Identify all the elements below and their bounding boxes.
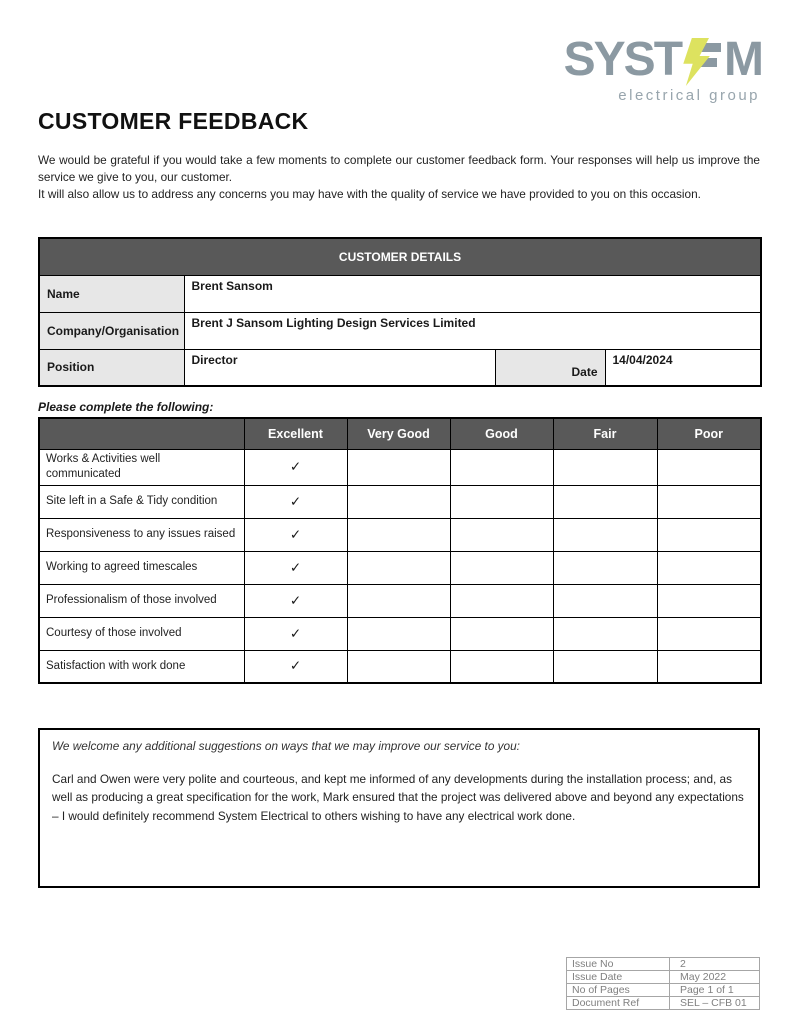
table-row <box>567 958 760 971</box>
rating-cell <box>657 485 761 518</box>
ratings-header-row <box>39 418 761 449</box>
column-header-poor: Poor <box>657 418 761 449</box>
table-row <box>39 275 761 312</box>
rating-row-label: Working to agreed timescales <box>39 551 244 584</box>
document-ref-label: Document Ref <box>567 997 670 1010</box>
no-of-pages-label: No of Pages <box>567 984 670 997</box>
rating-cell <box>553 518 657 551</box>
table-row <box>39 349 761 386</box>
rating-cell <box>657 584 761 617</box>
bolt-glyph <box>682 38 712 86</box>
rating-row-label: Courtesy of those involved <box>39 617 244 650</box>
ratings-table <box>38 417 762 684</box>
table-row <box>39 485 761 518</box>
rating-cell <box>553 485 657 518</box>
logo-text-right: M <box>724 33 762 86</box>
ratings-prompt: Please complete the following: <box>38 400 214 414</box>
ratings-header-blank <box>39 418 244 449</box>
rating-row-label: Responsiveness to any issues raised <box>39 518 244 551</box>
rating-cell <box>553 584 657 617</box>
checkmark-cell: ✓ <box>244 551 347 584</box>
issue-date-value: May 2022 <box>670 971 760 984</box>
lightning-bolt-icon <box>685 36 721 86</box>
rating-cell <box>450 551 553 584</box>
rating-cell <box>450 617 553 650</box>
suggestions-prompt: We welcome any additional suggestions on ways that we may improve our service to you: <box>52 739 520 753</box>
checkmark-cell: ✓ <box>244 584 347 617</box>
checkmark-cell: ✓ <box>244 617 347 650</box>
rating-cell <box>657 617 761 650</box>
rating-cell <box>347 650 450 683</box>
table-row <box>39 584 761 617</box>
suggestions-text: Carl and Owen were very polite and courteous, and kept me informed of any developments during the installation process; and, as well as producing a great specification for the work, Mark ensured that the project was delivered above and beyond any expectations – I would definitely recommend System Electrical to others wishing to have any electrical work done. <box>52 772 744 823</box>
rating-cell <box>450 584 553 617</box>
checkmark-cell: ✓ <box>244 449 347 485</box>
issue-no-value: 2 <box>670 958 760 971</box>
rating-cell <box>553 449 657 485</box>
table-row <box>39 238 761 275</box>
table-row <box>39 617 761 650</box>
position-label: Position <box>39 349 184 386</box>
column-header-fair: Fair <box>553 418 657 449</box>
rating-row-label: Works & Activities well communicated <box>39 449 244 485</box>
checkmark-cell: ✓ <box>244 518 347 551</box>
rating-row-label: Professionalism of those involved <box>39 584 244 617</box>
rating-cell <box>347 518 450 551</box>
table-row <box>567 984 760 997</box>
rating-cell <box>553 551 657 584</box>
table-row <box>39 650 761 683</box>
page-title: CUSTOMER FEEDBACK <box>38 108 309 134</box>
issue-date-label: Issue Date <box>567 971 670 984</box>
rating-cell <box>553 617 657 650</box>
rating-cell <box>657 518 761 551</box>
checkmark-cell: ✓ <box>244 650 347 683</box>
issue-no-label: Issue No <box>567 958 670 971</box>
column-header-very-good: Very Good <box>347 418 450 449</box>
column-header-excellent: Excellent <box>244 418 347 449</box>
rating-cell <box>450 449 553 485</box>
intro-paragraph-1: We would be grateful if you would take a few moments to complete our customer feedback form. Your responses will help us improve the service we give to you, our customer. <box>38 153 760 185</box>
logo-tagline: electrical group <box>618 87 760 104</box>
date-label: Date <box>495 349 605 386</box>
intro-paragraph-2: It will also allow us to address any concerns you may have with the quality of service we have provided to you on this occasion. <box>38 187 701 202</box>
suggestions-box <box>38 728 760 888</box>
rating-cell <box>347 551 450 584</box>
document-ref-value: SEL – CFB 01 <box>670 997 760 1010</box>
no-of-pages-value: Page 1 of 1 <box>670 984 760 997</box>
logo-wordmark <box>563 33 762 86</box>
company-value: Brent J Sansom Lighting Design Services Limited <box>184 312 761 349</box>
company-logo <box>563 33 762 104</box>
rating-row-label: Satisfaction with work done <box>39 650 244 683</box>
logo-text-left: SYST <box>563 33 682 86</box>
document-control-table <box>566 957 760 1010</box>
position-value: Director <box>184 349 495 386</box>
name-label: Name <box>39 275 184 312</box>
rating-cell <box>553 650 657 683</box>
table-row <box>39 551 761 584</box>
name-value: Brent Sansom <box>184 275 761 312</box>
customer-details-table <box>38 237 762 387</box>
rating-cell <box>347 449 450 485</box>
rating-cell <box>347 584 450 617</box>
rating-cell <box>657 650 761 683</box>
column-header-good: Good <box>450 418 553 449</box>
rating-cell <box>347 485 450 518</box>
table-row <box>39 449 761 485</box>
rating-row-label: Site left in a Safe & Tidy condition <box>39 485 244 518</box>
date-value: 14/04/2024 <box>605 349 761 386</box>
table-row <box>567 997 760 1010</box>
table-row <box>39 312 761 349</box>
rating-cell <box>450 518 553 551</box>
rating-cell <box>347 617 450 650</box>
table-row <box>39 518 761 551</box>
customer-details-header: CUSTOMER DETAILS <box>39 238 761 275</box>
rating-cell <box>657 551 761 584</box>
table-row <box>567 971 760 984</box>
checkmark-cell: ✓ <box>244 485 347 518</box>
company-label: Company/Organisation <box>39 312 184 349</box>
rating-cell <box>657 449 761 485</box>
rating-cell <box>450 485 553 518</box>
rating-cell <box>450 650 553 683</box>
intro-text <box>38 152 760 203</box>
